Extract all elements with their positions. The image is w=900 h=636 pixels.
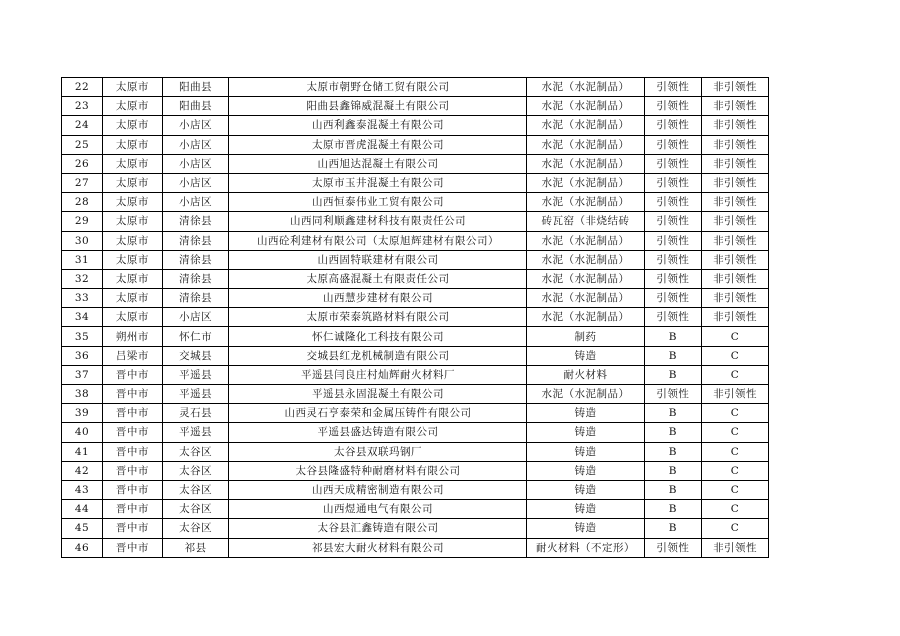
company-name-cell: 山西固特联建材有限公司	[229, 250, 527, 269]
county-cell: 怀仁市	[162, 327, 229, 346]
company-name-cell: 平遥县闫良庄村灿辉耐火材料厂	[229, 365, 527, 384]
rating-cell: B	[644, 423, 702, 442]
table-row	[62, 385, 769, 404]
rating-cell: B	[644, 442, 702, 461]
industry-cell: 水泥（水泥制品）	[527, 289, 644, 308]
county-cell: 灵石县	[162, 404, 229, 423]
county-cell: 清徐县	[162, 250, 229, 269]
row-number-cell: 39	[62, 404, 103, 423]
county-cell: 小店区	[162, 173, 229, 192]
rating-alt-cell: C	[702, 365, 769, 384]
rating-cell: 引领性	[644, 154, 702, 173]
row-number-cell: 44	[62, 500, 103, 519]
city-cell: 吕梁市	[103, 346, 163, 365]
city-cell: 太原市	[103, 193, 163, 212]
city-cell: 太原市	[103, 78, 163, 97]
county-cell: 清徐县	[162, 289, 229, 308]
county-cell: 太谷区	[162, 480, 229, 499]
rating-alt-cell: 非引领性	[702, 231, 769, 250]
rating-alt-cell: 非引领性	[702, 385, 769, 404]
row-number-cell: 26	[62, 154, 103, 173]
county-cell: 小店区	[162, 116, 229, 135]
rating-alt-cell: 非引领性	[702, 308, 769, 327]
rating-cell: 引领性	[644, 116, 702, 135]
industry-cell: 耐火材料	[527, 365, 644, 384]
rating-cell: B	[644, 519, 702, 538]
table-row	[62, 212, 769, 231]
city-cell: 太原市	[103, 135, 163, 154]
rating-cell: 引领性	[644, 289, 702, 308]
rating-cell: B	[644, 461, 702, 480]
industry-cell: 砖瓦窑（非烧结砖	[527, 212, 644, 231]
company-name-cell: 平遥县盛达铸造有限公司	[229, 423, 527, 442]
county-cell: 太谷区	[162, 500, 229, 519]
rating-cell: 引领性	[644, 193, 702, 212]
table-row	[62, 519, 769, 538]
city-cell: 太原市	[103, 97, 163, 116]
industry-cell: 水泥（水泥制品）	[527, 173, 644, 192]
county-cell: 小店区	[162, 154, 229, 173]
row-number-cell: 34	[62, 308, 103, 327]
company-name-cell: 山西煜通电气有限公司	[229, 500, 527, 519]
company-name-cell: 太原市晋虎混凝土有限公司	[229, 135, 527, 154]
rating-cell: 引领性	[644, 308, 702, 327]
industry-cell: 水泥（水泥制品）	[527, 308, 644, 327]
industry-cell: 铸造	[527, 442, 644, 461]
rating-cell: B	[644, 346, 702, 365]
industry-cell: 水泥（水泥制品）	[527, 269, 644, 288]
rating-cell: 引领性	[644, 250, 702, 269]
city-cell: 晋中市	[103, 365, 163, 384]
table-row	[62, 500, 769, 519]
company-name-cell: 交城县红龙机械制造有限公司	[229, 346, 527, 365]
city-cell: 晋中市	[103, 538, 163, 557]
company-name-cell: 山西砼利建材有限公司（太原旭辉建材有限公司）	[229, 231, 527, 250]
row-number-cell: 35	[62, 327, 103, 346]
table-body	[62, 78, 769, 558]
row-number-cell: 29	[62, 212, 103, 231]
table-row	[62, 116, 769, 135]
industry-cell: 铸造	[527, 480, 644, 499]
company-name-cell: 平遥县永固混凝土有限公司	[229, 385, 527, 404]
rating-alt-cell: 非引领性	[702, 212, 769, 231]
city-cell: 晋中市	[103, 500, 163, 519]
county-cell: 平遥县	[162, 385, 229, 404]
rating-cell: 引领性	[644, 538, 702, 557]
row-number-cell: 45	[62, 519, 103, 538]
table-row	[62, 173, 769, 192]
rating-alt-cell: C	[702, 519, 769, 538]
company-name-cell: 太谷县双联玛钢厂	[229, 442, 527, 461]
city-cell: 太原市	[103, 212, 163, 231]
industry-cell: 铸造	[527, 500, 644, 519]
rating-alt-cell: C	[702, 461, 769, 480]
industry-cell: 铸造	[527, 423, 644, 442]
county-cell: 清徐县	[162, 212, 229, 231]
county-cell: 小店区	[162, 193, 229, 212]
row-number-cell: 42	[62, 461, 103, 480]
company-name-cell: 太原市朝野仓储工贸有限公司	[229, 78, 527, 97]
table-row	[62, 308, 769, 327]
county-cell: 太谷区	[162, 442, 229, 461]
city-cell: 太原市	[103, 173, 163, 192]
row-number-cell: 37	[62, 365, 103, 384]
county-cell: 太谷区	[162, 461, 229, 480]
row-number-cell: 25	[62, 135, 103, 154]
city-cell: 太原市	[103, 269, 163, 288]
table-row	[62, 154, 769, 173]
company-name-cell: 怀仁诚隆化工科技有限公司	[229, 327, 527, 346]
rating-alt-cell: 非引领性	[702, 250, 769, 269]
table-row	[62, 423, 769, 442]
table-row	[62, 365, 769, 384]
rating-alt-cell: C	[702, 423, 769, 442]
rating-alt-cell: 非引领性	[702, 173, 769, 192]
city-cell: 晋中市	[103, 442, 163, 461]
county-cell: 清徐县	[162, 269, 229, 288]
table-row	[62, 269, 769, 288]
table-row	[62, 346, 769, 365]
industry-cell: 铸造	[527, 519, 644, 538]
company-name-cell: 山西旭达混凝土有限公司	[229, 154, 527, 173]
company-name-cell: 山西天成精密制造有限公司	[229, 480, 527, 499]
row-number-cell: 24	[62, 116, 103, 135]
rating-alt-cell: 非引领性	[702, 269, 769, 288]
company-name-cell: 阳曲县鑫锦威混凝土有限公司	[229, 97, 527, 116]
industry-cell: 水泥（水泥制品）	[527, 385, 644, 404]
county-cell: 太谷区	[162, 519, 229, 538]
company-name-cell: 太谷县汇鑫铸造有限公司	[229, 519, 527, 538]
rating-cell: 引领性	[644, 269, 702, 288]
rating-cell: 引领性	[644, 173, 702, 192]
company-name-cell: 山西慧步建材有限公司	[229, 289, 527, 308]
row-number-cell: 31	[62, 250, 103, 269]
row-number-cell: 38	[62, 385, 103, 404]
company-name-cell: 太原高盛混凝土有限责任公司	[229, 269, 527, 288]
county-cell: 阳曲县	[162, 97, 229, 116]
rating-alt-cell: C	[702, 500, 769, 519]
rating-cell: B	[644, 500, 702, 519]
industry-cell: 水泥（水泥制品）	[527, 78, 644, 97]
city-cell: 晋中市	[103, 404, 163, 423]
table-row	[62, 404, 769, 423]
table-row	[62, 480, 769, 499]
table-row	[62, 193, 769, 212]
rating-cell: 引领性	[644, 231, 702, 250]
row-number-cell: 40	[62, 423, 103, 442]
rating-cell: 引领性	[644, 385, 702, 404]
rating-alt-cell: C	[702, 327, 769, 346]
city-cell: 太原市	[103, 116, 163, 135]
city-cell: 太原市	[103, 250, 163, 269]
company-name-cell: 太原市玉井混凝土有限公司	[229, 173, 527, 192]
industry-cell: 耐火材料（不定形）	[527, 538, 644, 557]
rating-cell: 引领性	[644, 78, 702, 97]
row-number-cell: 27	[62, 173, 103, 192]
city-cell: 晋中市	[103, 480, 163, 499]
rating-cell: 引领性	[644, 212, 702, 231]
company-name-cell: 山西同利顺鑫建材科技有限责任公司	[229, 212, 527, 231]
table-row	[62, 231, 769, 250]
county-cell: 小店区	[162, 135, 229, 154]
rating-alt-cell: C	[702, 480, 769, 499]
industry-cell: 水泥（水泥制品）	[527, 97, 644, 116]
city-cell: 晋中市	[103, 519, 163, 538]
row-number-cell: 28	[62, 193, 103, 212]
rating-alt-cell: C	[702, 404, 769, 423]
row-number-cell: 36	[62, 346, 103, 365]
table-row	[62, 97, 769, 116]
table-row	[62, 250, 769, 269]
industry-cell: 铸造	[527, 346, 644, 365]
city-cell: 晋中市	[103, 423, 163, 442]
county-cell: 小店区	[162, 308, 229, 327]
city-cell: 太原市	[103, 154, 163, 173]
rating-alt-cell: 非引领性	[702, 193, 769, 212]
city-cell: 太原市	[103, 231, 163, 250]
industry-cell: 水泥（水泥制品）	[527, 231, 644, 250]
city-cell: 太原市	[103, 308, 163, 327]
row-number-cell: 30	[62, 231, 103, 250]
rating-alt-cell: 非引领性	[702, 289, 769, 308]
industry-cell: 水泥（水泥制品）	[527, 193, 644, 212]
company-name-cell: 山西恒泰伟业工贸有限公司	[229, 193, 527, 212]
industry-cell: 水泥（水泥制品）	[527, 116, 644, 135]
table-row	[62, 289, 769, 308]
rating-alt-cell: C	[702, 346, 769, 365]
row-number-cell: 33	[62, 289, 103, 308]
rating-cell: B	[644, 327, 702, 346]
city-cell: 朔州市	[103, 327, 163, 346]
enterprise-table	[61, 77, 769, 558]
industry-cell: 水泥（水泥制品）	[527, 250, 644, 269]
industry-cell: 水泥（水泥制品）	[527, 154, 644, 173]
rating-alt-cell: 非引领性	[702, 97, 769, 116]
company-name-cell: 太原市荣泰筑路材料有限公司	[229, 308, 527, 327]
row-number-cell: 43	[62, 480, 103, 499]
rating-alt-cell: 非引领性	[702, 116, 769, 135]
rating-cell: B	[644, 404, 702, 423]
industry-cell: 铸造	[527, 461, 644, 480]
county-cell: 平遥县	[162, 365, 229, 384]
row-number-cell: 41	[62, 442, 103, 461]
table-row	[62, 538, 769, 557]
table-row	[62, 135, 769, 154]
county-cell: 祁县	[162, 538, 229, 557]
table-row	[62, 461, 769, 480]
enterprise-table-page	[61, 77, 769, 558]
row-number-cell: 46	[62, 538, 103, 557]
row-number-cell: 32	[62, 269, 103, 288]
company-name-cell: 太谷县隆盛特种耐磨材料有限公司	[229, 461, 527, 480]
table-row	[62, 327, 769, 346]
industry-cell: 制药	[527, 327, 644, 346]
rating-cell: 引领性	[644, 135, 702, 154]
row-number-cell: 22	[62, 78, 103, 97]
rating-alt-cell: 非引领性	[702, 538, 769, 557]
industry-cell: 水泥（水泥制品）	[527, 135, 644, 154]
county-cell: 阳曲县	[162, 78, 229, 97]
company-name-cell: 山西利鑫泰混凝土有限公司	[229, 116, 527, 135]
rating-alt-cell: C	[702, 442, 769, 461]
row-number-cell: 23	[62, 97, 103, 116]
industry-cell: 铸造	[527, 404, 644, 423]
city-cell: 太原市	[103, 289, 163, 308]
rating-alt-cell: 非引领性	[702, 135, 769, 154]
county-cell: 清徐县	[162, 231, 229, 250]
table-row	[62, 78, 769, 97]
company-name-cell: 山西灵石亨泰荣和金属压铸件有限公司	[229, 404, 527, 423]
rating-cell: B	[644, 480, 702, 499]
company-name-cell: 祁县宏大耐火材料有限公司	[229, 538, 527, 557]
rating-alt-cell: 非引领性	[702, 78, 769, 97]
rating-cell: B	[644, 365, 702, 384]
city-cell: 晋中市	[103, 385, 163, 404]
rating-alt-cell: 非引领性	[702, 154, 769, 173]
city-cell: 晋中市	[103, 461, 163, 480]
rating-cell: 引领性	[644, 97, 702, 116]
table-row	[62, 442, 769, 461]
county-cell: 交城县	[162, 346, 229, 365]
county-cell: 平遥县	[162, 423, 229, 442]
